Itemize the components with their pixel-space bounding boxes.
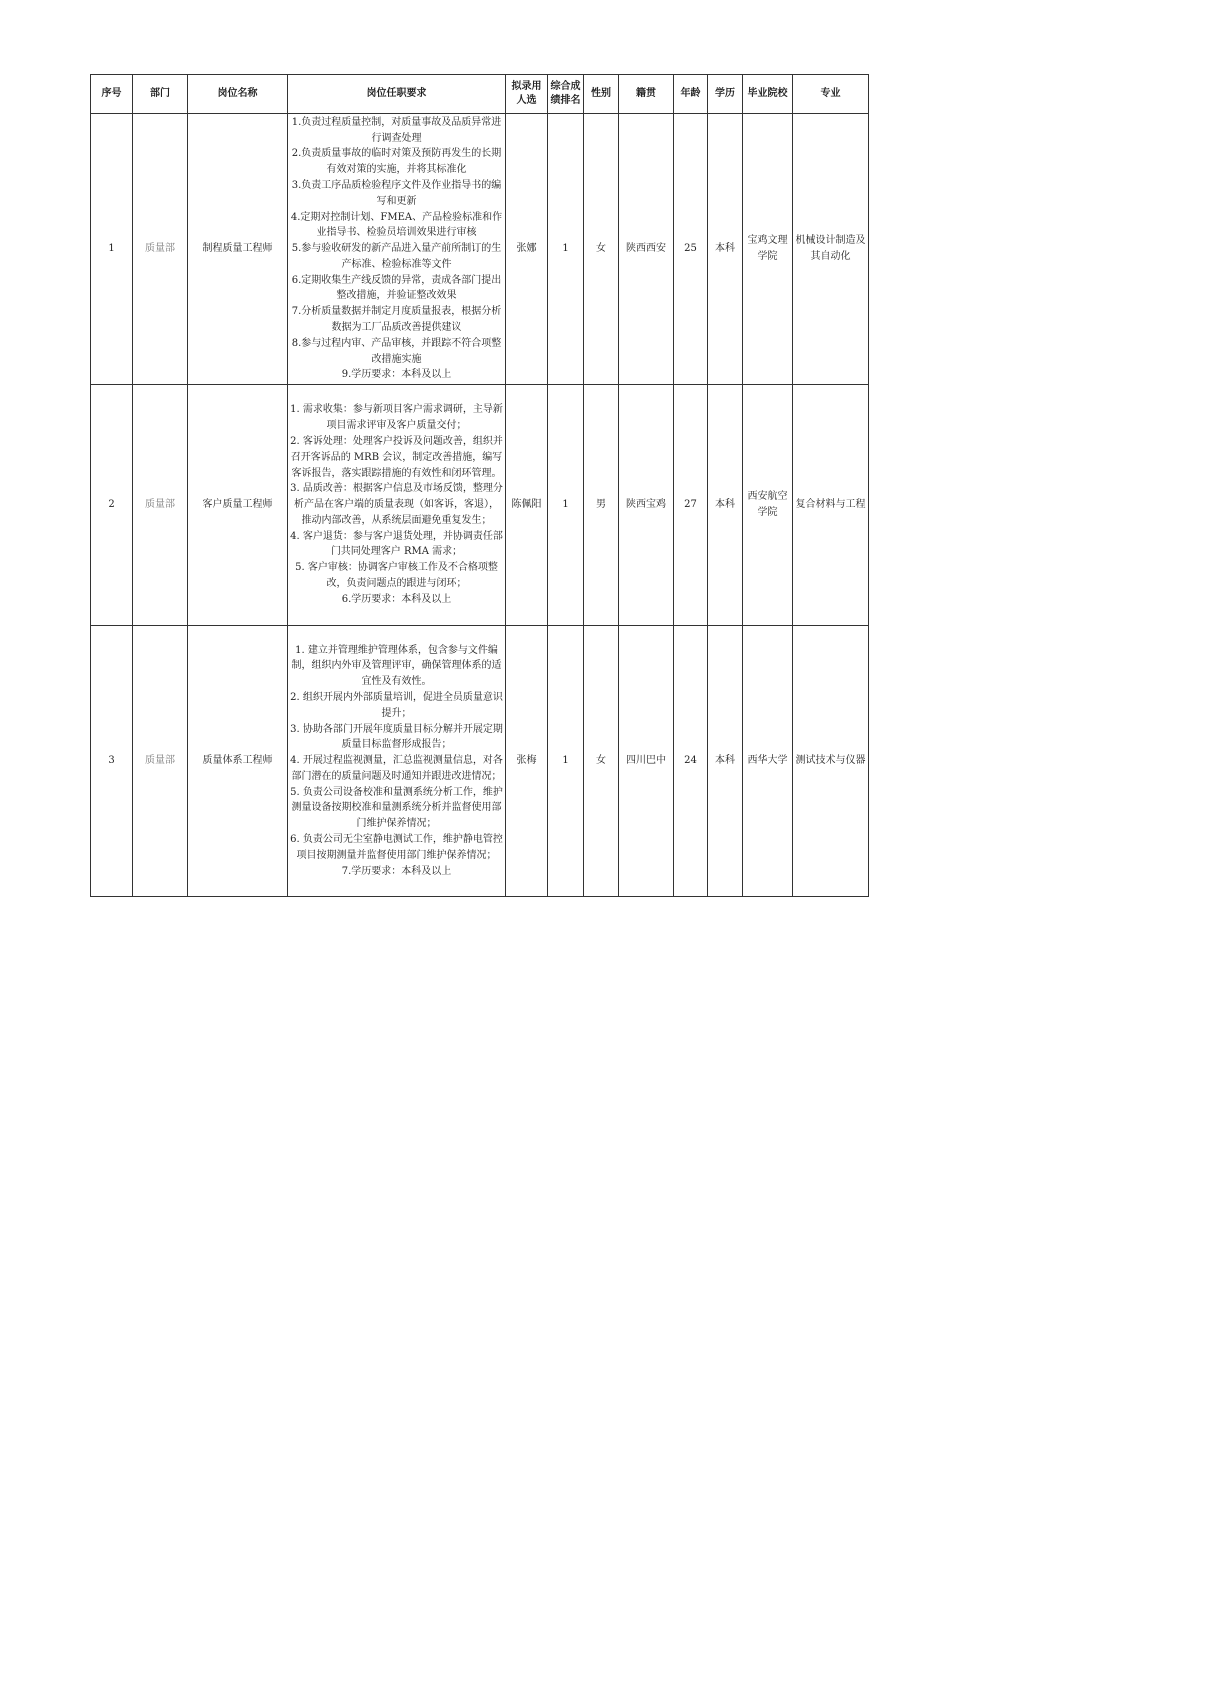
header-row — [91, 75, 869, 114]
duty-line: 4. 开展过程监视测量，汇总监视测量信息，对各部门潜在的质量问题及时通知并跟进改进情况； — [290, 755, 503, 782]
cell-index: 2 — [91, 385, 133, 626]
duty-line: 3. 协助各部门开展年度质量目标分解并开展定期质量目标监督形成报告； — [290, 723, 503, 751]
header-rank: 综合成绩排名 — [548, 75, 584, 114]
cell-hometown: 陕西宝鸡 — [619, 385, 674, 626]
duty-line: 3. 品质改善：根据客户信息及市场反馈，整理分析产品在客户端的质量表现（如客诉，客退），推动内部改善，从系统层面避免重复发生； — [290, 483, 503, 526]
duty-line: 1. 建立并管理维护管理体系，包含参与文件编制，组织内外审及管理评审，确保管理体系的适宜性及有效性。 — [291, 644, 502, 688]
cell-position: 制程质量工程师 — [188, 114, 288, 385]
duty-line: 2. 客诉处理：处理客户投诉及问题改善，组织并召开客诉品的 MRB 会议，制定改善措施，编写客诉报告，落实跟踪措施的有效性和闭环管理。 — [290, 435, 503, 479]
cell-school: 西安航空学院 — [743, 385, 793, 626]
cell-age: 27 — [674, 385, 708, 626]
header-hometown: 籍贯 — [619, 75, 674, 114]
cell-major: 机械设计制造及其自动化 — [793, 114, 869, 385]
duty-line: 4.定期对控制计划、FMEA、产品检验标准和作业指导书、检验员培训效果进行审核 — [290, 211, 503, 239]
cell-gender: 女 — [584, 626, 619, 897]
duty-line: 6. 负责公司无尘室静电测试工作，维护静电管控项目按期测量并监督使用部门维护保养情况； — [290, 834, 503, 861]
duty-line: 5.参与验收研发的新产品进入量产前所制订的生产标准、检验标准等文件 — [291, 243, 502, 270]
cell-major: 测试技术与仪器 — [793, 626, 869, 897]
duty-line: 4. 客户退货：参与客户退货处理，并协调责任部门共同处理客户 RMA 需求； — [290, 530, 503, 558]
cell-duties — [288, 114, 506, 385]
header-duties: 岗位任职要求 — [288, 75, 506, 114]
cell-school: 宝鸡文理学院 — [743, 114, 793, 385]
table-row — [91, 385, 869, 626]
cell-school: 西华大学 — [743, 626, 793, 897]
cell-candidate: 张梅 — [506, 626, 548, 897]
header-index: 序号 — [91, 75, 133, 114]
cell-gender: 男 — [584, 385, 619, 626]
cell-department: 质量部 — [133, 626, 188, 897]
duty-line: 2.负责质量事故的临时对策及预防再发生的长期有效对策的实施，并将其标准化 — [291, 148, 502, 176]
duty-line: 7.学历要求：本科及以上 — [341, 865, 452, 877]
cell-candidate: 陈佩阳 — [506, 385, 548, 626]
duty-line: 5. 负责公司设备校准和量测系统分析工作，维护测量设备按期校准和量测系统分析并监督使用部门维护保养情况； — [290, 786, 503, 830]
cell-index: 1 — [91, 114, 133, 385]
header-education: 学历 — [708, 75, 743, 114]
table-row — [91, 114, 869, 385]
cell-duties — [288, 385, 506, 626]
header-candidate: 拟录用人选 — [506, 75, 548, 114]
cell-position: 质量体系工程师 — [188, 626, 288, 897]
duty-line: 9.学历要求：本科及以上 — [341, 369, 452, 381]
cell-education: 本科 — [708, 114, 743, 385]
duty-line: 1. 需求收集：参与新项目客户需求调研，主导新项目需求评审及客户质量交付； — [290, 404, 503, 432]
cell-rank: 1 — [548, 385, 584, 626]
cell-gender: 女 — [584, 114, 619, 385]
cell-candidate: 张娜 — [506, 114, 548, 385]
header-school: 毕业院校 — [743, 75, 793, 114]
duty-line: 2. 组织开展内外部质量培训，促进全员质量意识提升； — [290, 691, 503, 719]
recruitment-table — [90, 74, 869, 897]
cell-duties — [288, 626, 506, 897]
cell-department: 质量部 — [133, 114, 188, 385]
cell-position: 客户质量工程师 — [188, 385, 288, 626]
cell-education: 本科 — [708, 385, 743, 626]
duty-line: 1.负责过程质量控制，对质量事故及品质异常进行调查处理 — [291, 116, 502, 144]
cell-education: 本科 — [708, 626, 743, 897]
duty-line: 8.参与过程内审、产品审核，并跟踪不符合项整改措施实施 — [291, 337, 502, 365]
header-gender: 性别 — [584, 75, 619, 114]
table-header — [91, 75, 869, 114]
cell-major: 复合材料与工程 — [793, 385, 869, 626]
duty-line: 5. 客户审核：协调客户审核工作及不合格项整改，负责问题点的跟进与闭环； — [295, 562, 498, 590]
header-position: 岗位名称 — [188, 75, 288, 114]
cell-rank: 1 — [548, 114, 584, 385]
header-department: 部门 — [133, 75, 188, 114]
cell-hometown: 四川巴中 — [619, 626, 674, 897]
cell-age: 24 — [674, 626, 708, 897]
duty-line: 6.定期收集生产线反馈的异常，责成各部门提出整改措施，并验证整改效果 — [291, 274, 502, 302]
table-row — [91, 626, 869, 897]
duty-line: 6.学历要求：本科及以上 — [341, 593, 452, 605]
duty-line: 3.负责工序品质检验程序文件及作业指导书的编写和更新 — [291, 179, 502, 207]
header-major: 专业 — [793, 75, 869, 114]
header-age: 年龄 — [674, 75, 708, 114]
cell-department: 质量部 — [133, 385, 188, 626]
cell-rank: 1 — [548, 626, 584, 897]
cell-age: 25 — [674, 114, 708, 385]
cell-hometown: 陕西西安 — [619, 114, 674, 385]
table-body — [91, 114, 869, 897]
duty-line: 7.分析质量数据并制定月度质量报表，根据分析数据为工厂品质改善提供建议 — [291, 306, 502, 334]
cell-index: 3 — [91, 626, 133, 897]
